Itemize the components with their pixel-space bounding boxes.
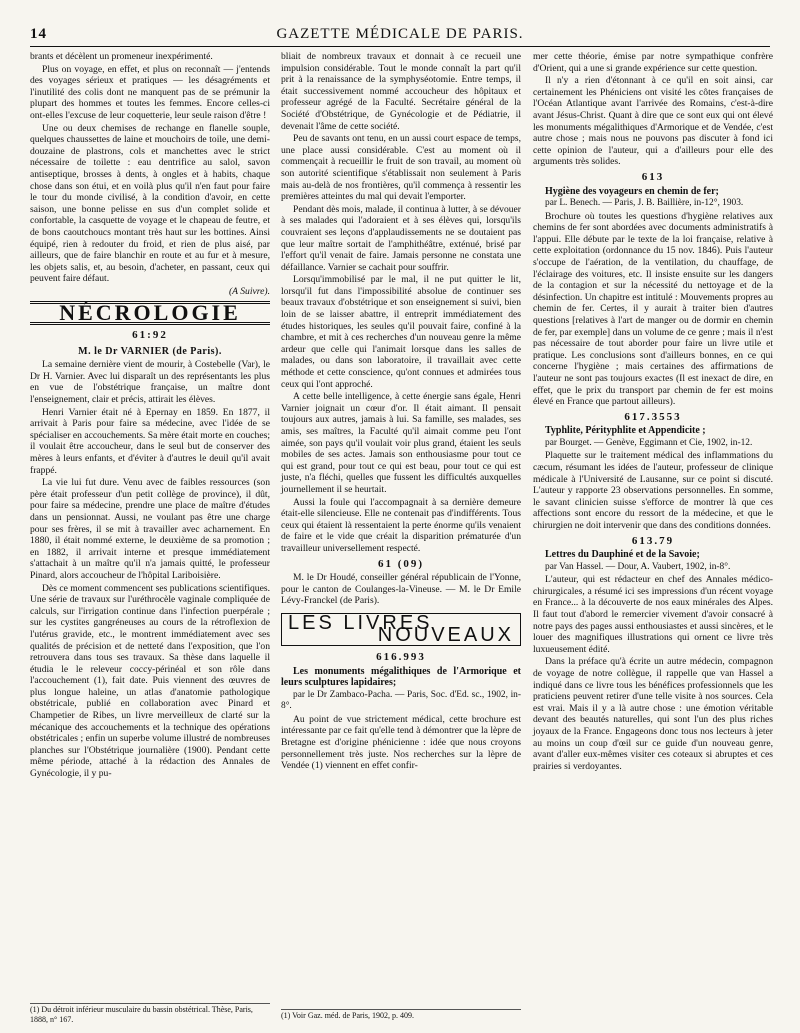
to-be-continued: (A Suivre). [228,285,270,297]
paragraph: Plaquette sur le traitement médical des inflammations du cæcum, résumant les idées de l'auteur, professeur de clinique médicale à l'Université de Lausanne, sur ce point si discuté. L'auteur y rapporte 23 observations personnelles. En somme, le savant clinicien suisse s'efforce de montrer là que ces affections sont encore du ressort de la médecine, et que le chirurgien ne doit intervenir que dans des conditions données. [533,450,773,531]
section-number: 61:92 [132,329,168,342]
book-title: Typhlite, Pérityphlite et Appendicite ; [545,425,706,437]
column-1 [30,51,270,781]
paragraph: Dans la préface qu'à écrite un autre médecin, compagnon de voyage de notre collègue, il rappelle que van Hassel a indiqué dans ce livre tous les bénéfices professionnels que les praticiens peuvent retirer d'une telle visite à nos sources. Cela est vrai. Mais il y a là autre chose : une émotion véritable devant des beautés naturelles, qui sont l'un des plus riches joyaux de la France. Engageons donc tous nos lecteurs à jeter au moins un coup d'œil sur ce guide d'un nouveau genre, avant d'aller eux-mêmes visiter ces coteaux si abruptes et ces prairies si verdoyantes. [533,656,773,772]
column-3 [533,51,773,773]
book-meta: par Van Hassel. — Dour, A. Vaubert, 1902, in-8°. [545,561,731,572]
banner-line-1: LES LIVRES [288,611,433,634]
header-rule [30,46,770,47]
paragraph: La semaine dernière vient de mourir, à Costebelle (Var), le Dr H. Varnier. Avec lui disparaît un des représentants les plus en vue de l'obstétrique française, un maître dont l'enseignement, clair et précis, attirait les élèves. [30,359,270,406]
section-number: 616.993 [376,651,426,664]
section-number: 61 (09) [377,557,425,570]
paragraph: Au point de vue strictement médical, cette brochure est intéressante par ce fait qu'elle tend à démontrer que la lèpre de Bretagne est d'origine phénicienne : idée que nous croyons personnellement très juste. Nos recherches sur la lèpre de Vendée (1) viennent en effet confir- [281,713,521,772]
paragraph: Pendant dès mois, malade, il continua à lutter, à se dévouer à ses malades qui l'adoraient et à ses élèves qui, lorsqu'ils couvraient ses leçons d'applaudissements ne se doutaient pas que leur maître sortait de l'amphithéâtre, exténué, brisé par l'effort qu'il venait de faire. Jamais personne ne constata une défaillance. Varnier se cachait pour souffrir. [281,203,521,273]
new-books-banner [281,613,521,646]
paragraph: Lorsqu'immobilisé par le mal, il ne put quitter le lit, lorsqu'il fut dans l'impossibilité absolue de continuer ses beaux travaux d'obstétrique et son enseignement si suivi, bien loin de se laisser abattre, il entreprit immédiatement des études historiques, les seules qu'il pouvait faire, confiné à la chambre, et mit à ces recherches d'un nouveau genre la même ardeur que celle qui l'animait lorsque dans les salles de malades, ou dans son laboratoire, il travaillait avec cette méthode et cette conscience, qu'ont connues et admirées tous ceux qui l'ont approché. [281,274,521,390]
book-title: Les monuments mégalithiques de l'Armorique et leurs sculptures lapidaires; [281,665,521,689]
necrology-banner: NÉCROLOGIE [30,301,270,325]
paragraph: Une ou deux chemises de rechange en flanelle souple, quelques chaussettes de laine et mouchoirs de toile, une demi-douzaine de plastrons, cols et manchettes avec le strict nécessaire de toilette : eau dentrifice au salol, savon antiseptique, brosses à dents, à ongles et à habits, chaque chose dans son étui, et en voilà plus qu'il n'en faut pour faire le tour du monde civilisé, à la condition d'avoir, en cette saison, une bonne pelisse en sus d'un complet solide et confortable, la casquette de voyage et le chapeau de feutre, et de bons caoutchoucs montant très haut sur les bottines. Ainsi équipé, rien à redouter du froid, et rien de plus aisé, par ailleurs, que de faire blanchir en route et au fur et à mesure, les objets salis, et, au besoin, d'acheter, en passant, ceux qui peuvent faire défaut. [30,122,270,285]
book-meta: par le Dr Zambaco-Pacha. — Paris, Soc. d'Ed. sc., 1902, in-8°. [281,689,521,712]
banner-line-2: NOUVEAUX [377,623,514,646]
paragraph: Plus on voyage, en effet, et plus on reconnaît — j'entends des voyages sérieux et pratiques — les désagréments et l'inutilité des colis dont ne manquent pas de se prémunir la plupart des hommes et toutes les femmes. Encore celles-ci ont-elles l'excuse de leur coquetterie, leur seule raison d'être ! [30,63,270,121]
paragraph: Brochure où toutes les questions d'hygiène relatives aux chemins de fer sont abordées avec documents administratifs à l'appui. Elle débute par le texte de la loi française, relative à cette exploitation (ordonnance du 15 nov. 1846). Puis l'auteur s'occupe de l'aération, de la ventilation, du chauffage, de l'éclairage des voitures, etc. Il insiste ensuite sur les dangers de la contagion et sur la nécessité du nettoyage et de la désinfection. Un chapitre est intitulé : Mouvements propres au chemin de fer. Certes, il y aurait à traiter bien d'autres questions [relatives à l'art de manger ou de dormir en chemin de fer, par exemple] dans un volume de ce genre ; mais il n'est pas nécessaire de tout aborder pour faire un livre utile et pratique. Les conclusions sont d'ailleurs bonnes, en ce qui concerne l'hygiène ; mais certaines des affirmations de l'auteur ne sont pas toujours exactes (Il est inexact de dire, en effet, que le prix du transport par chemin de fer est moins élevé en France que partout ailleurs). [533,210,773,408]
column-2 [281,51,521,773]
paragraph: Il n'y a rien d'étonnant à ce qu'il en soit ainsi, car certainement les Phéniciens ont visité les côtes françaises de l'Océan Atlantique avant l'arrivée des Romains, c'est-à-dire avant Jésus-Christ. Quant à dire que ce sont eux qui ont élevé les monuments mégalithiques d'Armorique et de Vendée, c'est autre chose ; mais nous ne pouvons pas discuter à fond ici cette opinion de l'auteur, qui a d'ailleurs pour elle des arguments très solides. [533,75,773,168]
paragraph: La vie lui fut dure. Venu avec de faibles ressources (son père était professeur d'un petit collège de province), il dût, pour faire sa médecine, prendre une place de maître d'études dans un pensionnat. Aussi, ne voulant pas être une charge pour ses frères, il se mit à travailler avec acharnement. En 1880, il était nommé externe, le deuxième de sa promotion ; en 1882, il arrivait interne et presque immédiatement s'attachait à un maître qu'il n'a jamais quitté, le professeur Pinard, alors accoucheur de l'hôpital Lariboisière. [30,477,270,581]
paragraph: Peu de savants ont tenu, en un aussi court espace de temps, une place aussi considérable. C'est au moment où il commençait à recueillir le fruit de son travail, au moment où son autorité scientifique s'établissait non seulement à Paris mais au-delà de nos frontières, qu'il commença à ressentir les premières atteintes du mal qui devait l'emporter. [281,133,521,203]
footnote: (1) Du détroit inférieur musculaire du bassin obstétrical. Thèse, Paris, 1888, n° 167. [30,1003,270,1024]
journal-title: GAZETTE MÉDICALE DE PARIS. [276,26,524,42]
paragraph: brants et décèlent un promeneur inexpérimenté. [30,51,213,62]
page-header [30,26,770,46]
book-title: Lettres du Dauphiné et de la Savoie; [545,549,700,561]
paragraph: A cette belle intelligence, à cette énergie sans égale, Henri Varnier joignait un cœur d'or. Il était aimant. Il pensait toujours aux autres, jamais à lui. Sa famille, ses malades, ses amis, ses maîtres, la Faculté qu'il aimait comme peu l'ont aimée, son pays qu'il voulait voir plus grand, étaient les seuls mobiles de ses actes. Jamais son enthousiasme pour tout ce qui est grand, pour tout ce qui est beau, pour tout ce qui est juste, n'a fléchi, quelles que fussent les difficultés auxquelles journellement il se heurtait. [281,391,521,495]
footnote: (1) Voir Gaz. méd. de Paris, 1902, p. 409. [281,1009,521,1021]
paragraph: mer cette théorie, émise par notre sympathique confrère d'Orient, qui a une si grande expérience sur cette question. [533,51,773,74]
paragraph: Henri Varnier était né à Epernay en 1859. En 1877, il arrivait à Paris pour faire sa médecine, avec l'idée de se spécialiser en accouchements. Sa mère était morte en couches; il voulait être accoucheur, dans le seul but de conserver des mères à leurs enfants, et d'éviter à d'autres le deuil qu'il avait frappé. [30,406,271,476]
paragraph: M. le Dr Houdé, conseiller général républicain de l'Yonne, pour le canton de Coulanges-la-Vineuse. — M. le Dr Emile Lévy-Franckel (de Paris). [281,572,521,607]
section-number: 613 [641,170,665,183]
book-meta: par Bourget. — Genève, Eggimann et Cie, 1902, in-12. [545,437,753,448]
paragraph: Dès ce moment commencent ses publications scientifiques. Une série de travaux sur l'uréthrocèle vaginale compliquée de calculs, sur l'irrigation continue dans l'infection puerpérale ; sur les cystites gangréneuses au cours de la rétroflexion de l'utérus gravide, etc., le montrent immédiatement avec ses qualités de précision et de netteté dans l'exposition, que l'on retrouvera dans tous ses travaux. Sa thèse dans laquelle il étudia le le releveur coccy-périnéal et son rôle dans l'accouchement (1), fait date. Puis viennent des œuvres de plus longue haleine, un atlas d'anatomie pathologique obstétricale, publié en collaboration avec Pinard et Champetier de Ribes, un livre merveilleux de clarté sur la mécanique des accouchements et la technique des opérations obstétricales ; enfin un superbe volume illustré de nombreuses planches sur l'Obstétrique journalière (1900). Pendant cette même période, attaché à la rédaction des Annales de Gynécologie, il y pu- [30,582,270,780]
book-title: Hygiène des voyageurs en chemin de fer; [545,185,719,197]
section-number: 613.79 [631,534,675,547]
paragraph: bliait de nombreux travaux et donnait à ce recueil une impulsion considérable. Tout le monde connaît la part qu'il prit à la renaissance de la symphyséotomie. Entre temps, il était successivement nommé accoucheur des hôpitaux et professeur agrégé de la Faculté. Secrétaire général de la Société d'Obstétrique, de Gynécologie et de Pédiatrie, il devenait l'âme de cette société. [281,51,521,132]
paragraph: L'auteur, qui est rédacteur en chef des Annales médico-chirurgicales, a résumé ici ses impressions d'un récent voyage en France... à la découverte de nos eaux minérales des Alpes. Il faut tout d'abord le remercier vivement d'avoir consacré à notre pays des pages aussi enthousiastes et aussi sincères, et le louer des magnifiques illustrations qui ornent ce livre très luxueusement édité. [533,574,773,655]
paragraph: Aussi la foule qui l'accompagnait à sa dernière demeure était-elle silencieuse. Elle ne contenait pas d'indifférents. Tous ceux qui étaient là ressentaient la perte énorme qu'ils venaient de faire et le vide que créait la disparition prématurée d'un travailleur universellement respecté. [281,496,521,554]
book-meta: par L. Benech. — Paris, J. B. Baillière, in-12°, 1903. [545,198,744,209]
page-number: 14 [30,26,47,42]
obituary-title: M. le Dr VARNIER (de Paris). [78,345,222,357]
section-number: 617.3553 [624,410,682,423]
